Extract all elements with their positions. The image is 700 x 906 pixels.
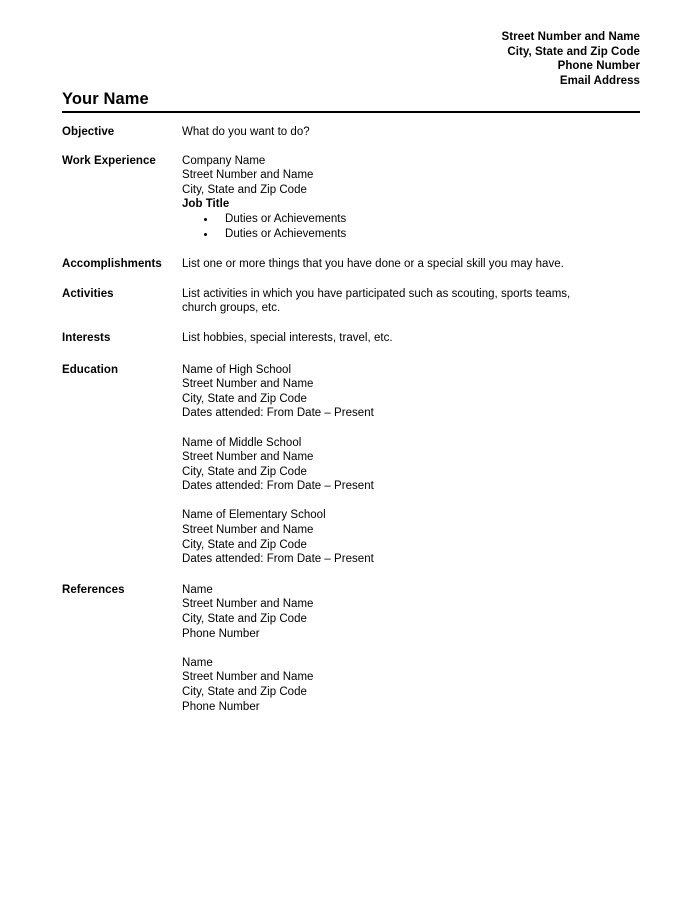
interests-text: List hobbies, special interests, travel, etc. <box>182 331 393 344</box>
work-bullet-text: Duties or Achievements <box>225 212 347 225</box>
education-city: City, State and Zip Code <box>182 538 307 551</box>
contact-city: City, State and Zip Code <box>507 45 640 58</box>
reference-street: Street Number and Name <box>182 671 314 684</box>
contact-email: Email Address <box>559 74 640 87</box>
work-bullet-list <box>182 212 608 241</box>
education-school: Name of Elementary School <box>182 509 326 522</box>
title-divider <box>62 111 640 113</box>
activities-text: List activities in which you have participated such as scouting, sports teams, church groups, etc. <box>182 287 574 315</box>
education-dates: Dates attended: From Date – Present <box>182 480 374 493</box>
reference-name: Name <box>182 656 213 669</box>
contact-street: Street Number and Name <box>501 31 640 43</box>
work-city: City, State and Zip Code <box>182 183 307 196</box>
reference-phone: Phone Number <box>182 627 260 640</box>
education-dates: Dates attended: From Date – Present <box>182 407 374 420</box>
section-objective <box>62 125 640 140</box>
section-work-experience <box>62 154 640 242</box>
education-street: Street Number and Name <box>182 378 314 391</box>
section-label-activities: Activities <box>62 287 114 300</box>
education-school: Name of High School <box>182 363 292 376</box>
section-content-objective <box>182 125 608 140</box>
bullet-icon <box>204 218 207 221</box>
education-entry <box>182 363 608 421</box>
reference-name: Name <box>182 583 213 596</box>
reference-city: City, State and Zip Code <box>182 686 307 698</box>
education-entry <box>182 508 608 566</box>
education-city: City, State and Zip Code <box>182 392 307 405</box>
education-entry <box>182 436 608 494</box>
work-bullet-text: Duties or Achievements <box>225 227 347 240</box>
work-street: Street Number and Name <box>182 169 314 182</box>
section-label-education: Education <box>62 363 119 376</box>
section-references <box>62 583 640 714</box>
section-content-activities <box>182 287 608 316</box>
contact-phone: Phone Number <box>557 60 640 73</box>
section-label-objective: Objective <box>62 126 115 138</box>
objective-text: What do you want to do? <box>182 126 310 138</box>
section-interests <box>62 331 640 346</box>
education-school: Name of Middle School <box>182 436 302 449</box>
resume-body <box>62 125 640 714</box>
bullet-icon <box>204 233 207 236</box>
contact-header <box>62 30 640 88</box>
section-label-references: References <box>62 583 125 596</box>
work-company: Company Name <box>182 154 266 167</box>
section-content-work-experience <box>182 154 608 242</box>
reference-city: City, State and Zip Code <box>182 613 307 626</box>
reference-phone: Phone Number <box>182 700 260 713</box>
reference-entry <box>182 583 608 641</box>
section-accomplishments <box>62 257 640 272</box>
name-header <box>62 90 640 113</box>
reference-street: Street Number and Name <box>182 598 314 611</box>
section-content-interests <box>182 331 608 346</box>
section-label-interests: Interests <box>62 331 111 344</box>
section-content-education <box>182 363 608 567</box>
section-education <box>62 363 640 567</box>
education-street: Street Number and Name <box>182 524 314 537</box>
section-content-accomplishments <box>182 257 608 272</box>
section-label-work-experience: Work Experience <box>62 154 156 167</box>
education-dates: Dates attended: From Date – Present <box>182 553 374 566</box>
section-label-accomplishments: Accomplishments <box>62 258 162 271</box>
section-activities <box>62 287 640 316</box>
list-item <box>182 212 608 227</box>
section-content-references <box>182 583 608 714</box>
reference-entry <box>182 656 608 714</box>
education-city: City, State and Zip Code <box>182 465 307 478</box>
list-item <box>182 227 608 242</box>
accomplishments-text: List one or more things that you have done or a special skill you may have. <box>182 258 564 271</box>
education-street: Street Number and Name <box>182 451 314 464</box>
page-title: Your Name <box>62 90 149 108</box>
work-job-title: Job Title <box>182 198 230 211</box>
